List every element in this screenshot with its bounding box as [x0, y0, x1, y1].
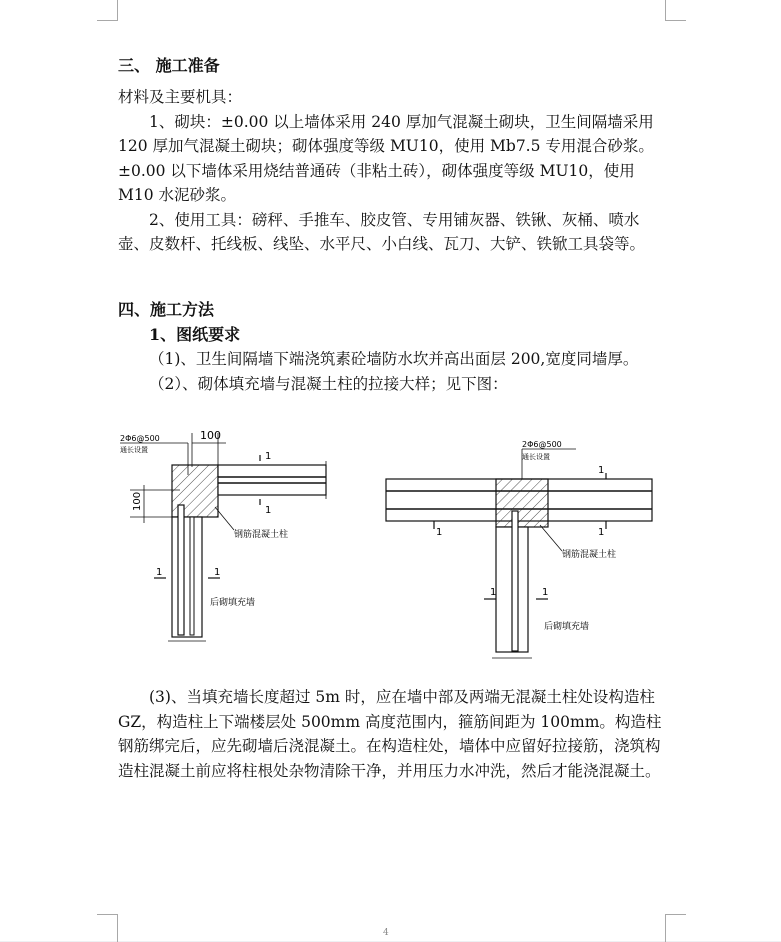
blocks-paragraph: 1、砌块：±0.00 以上墙体采用 240 厚加气混凝土砌块，卫生间隔墙采用 120 厚加气混凝土砌块；砌体强度等级 MU10，使用 Mb7.5 专用混合砂浆。±0.00 以下墙体采用烧结普通砖（非粘土砖），砌体强度等级 MU10，使用 M10 水泥砂浆。: [118, 112, 654, 204]
left-rebar-note-2: 通长设置: [120, 446, 148, 454]
crop-mark-bottom-left: [97, 914, 118, 942]
crop-mark-bottom-right: [665, 914, 686, 942]
right-section-mark-bottom-left: 1: [436, 527, 443, 538]
right-rebar-note-2: 通长设置: [522, 453, 550, 461]
left-section-mark-top: 1: [265, 451, 272, 462]
section-3-body: [118, 85, 666, 257]
requirement-3-block: [118, 685, 666, 783]
tools-paragraph: 2、使用工具：磅秤、手推车、胶皮管、专用铺灰器、铁锹、灰桶、喷水壶、皮数杆、托线板、线坠、水平尺、小白线、瓦刀、大铲、铁锨工具袋等。: [118, 210, 646, 253]
right-section-mark-bottom-right: 1: [598, 527, 605, 538]
section-4: [118, 298, 666, 396]
right-section-mark-top: 1: [598, 465, 605, 476]
crop-mark-top-right: [665, 0, 686, 21]
requirement-3: (3)、当填充墙长度超过 5m 时，应在墙中部及两端无混凝土柱处设构造柱 GZ，构造柱上下端楼层处 500mm 高度范围内，箍筋间距为 100mm。构造柱钢筋绑完后，应先砌墙后浇混凝土。在构造柱处，墙体中应留好拉接筋，浇筑构造柱混凝土前应将柱根处杂物清除干净，并用压力水冲洗，然后才能浇混凝土。: [118, 688, 662, 780]
section-3: [118, 54, 666, 79]
left-dim-side: 100: [132, 491, 143, 511]
left-dim-top: 100: [200, 429, 221, 442]
right-rebar-note: 2Φ6@500: [522, 440, 562, 449]
left-section-mark-bottom: 1: [265, 505, 272, 516]
left-section-mark-wall-a: 1: [156, 567, 163, 578]
left-column-label: 钢筋混凝土柱: [234, 530, 289, 540]
figure-left-corner-detail: [110, 425, 340, 650]
right-section-mark-wall-a: 1: [490, 587, 497, 598]
materials-subheading: 材料及主要机具：: [118, 88, 243, 106]
right-column-label: 钢筋混凝土柱: [562, 550, 617, 560]
left-rebar-note: 2Φ6@500: [120, 434, 160, 443]
crop-mark-top-left: [97, 0, 118, 21]
section-3-heading: 三、 施工准备: [118, 56, 220, 75]
drawing-requirements-heading: 1、图纸要求: [149, 324, 241, 344]
page-number: 4: [383, 928, 389, 938]
right-wall-label: 后砌填充墙: [544, 622, 590, 632]
left-wall-label: 后砌填充墙: [210, 598, 256, 608]
section-4-heading: 四、施工方法: [118, 300, 215, 319]
right-section-mark-wall-b: 1: [542, 587, 549, 598]
requirement-1: （1)、卫生间隔墙下端浇筑素砼墙防水坎并高出面层 200,宽度同墙厚。: [149, 350, 639, 368]
requirement-2: （2）、砌体填充墙与混凝土柱的拉接大样；见下图：: [149, 374, 508, 393]
figure-right-t-junction-detail: [380, 433, 660, 663]
left-section-mark-wall-b: 1: [214, 567, 221, 578]
